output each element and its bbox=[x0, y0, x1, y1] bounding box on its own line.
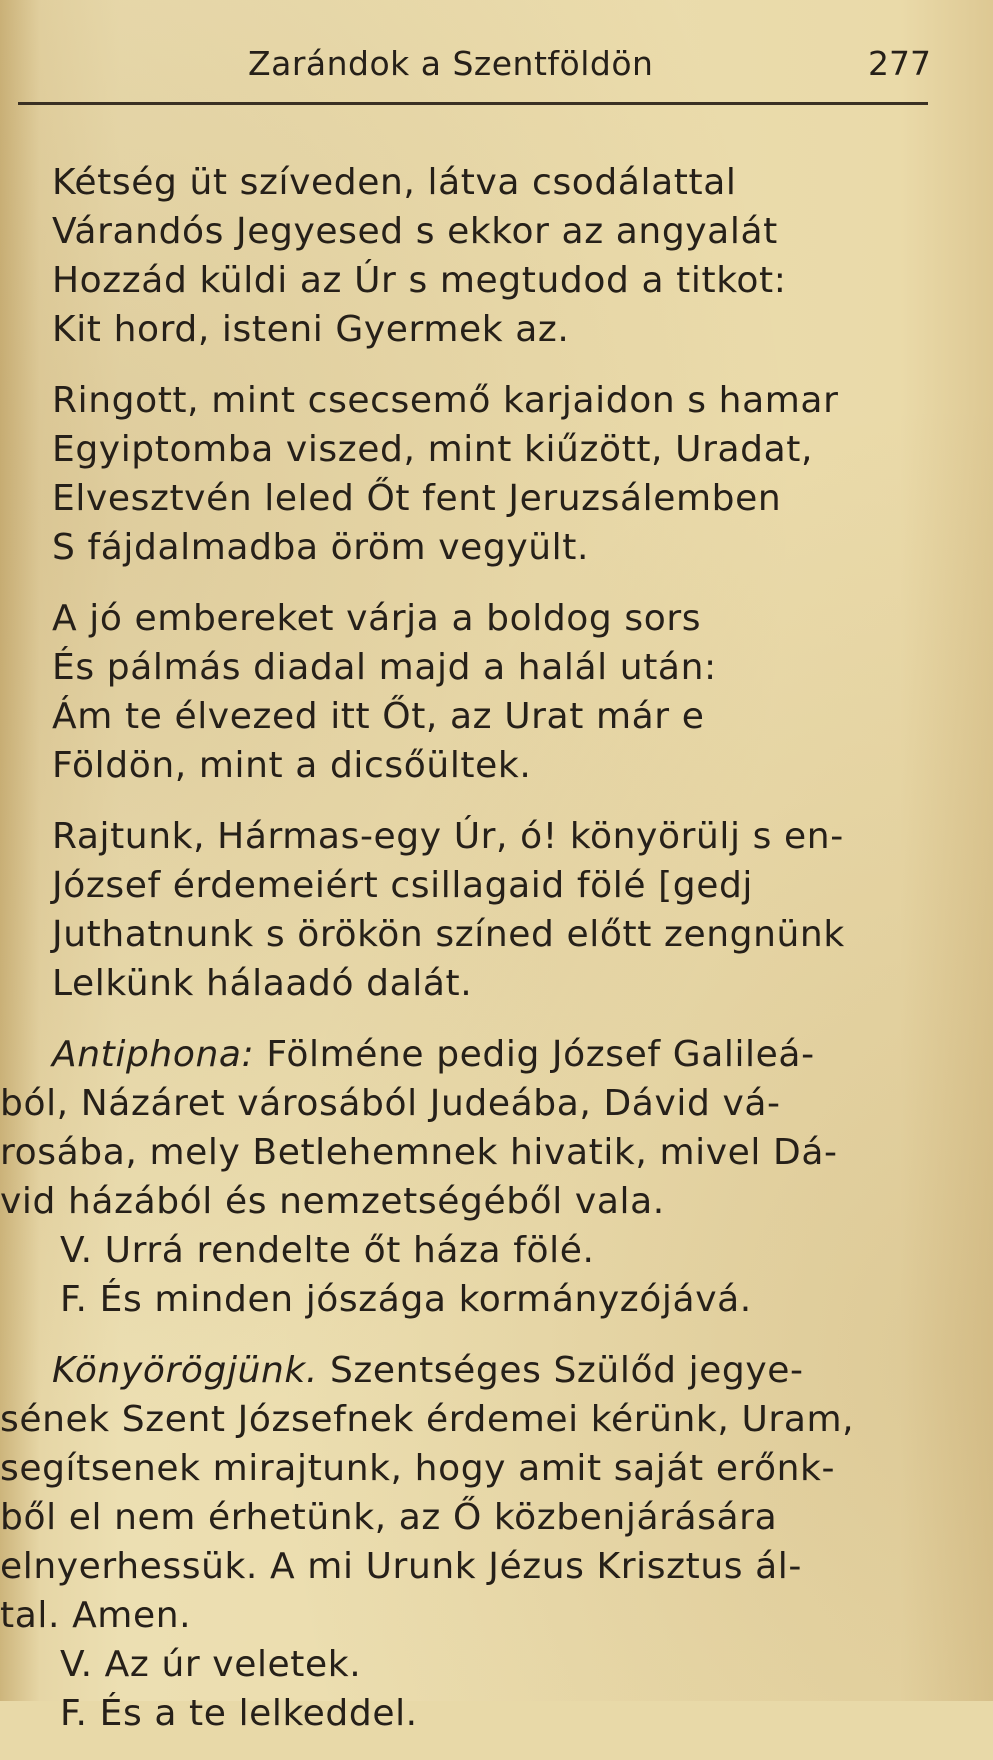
running-head bbox=[0, 44, 993, 94]
response-line: F. És a te lelkeddel. bbox=[60, 1693, 418, 1734]
verse-line: Egyiptomba viszed, mint kiűzött, Uradat, bbox=[52, 429, 813, 470]
antiphona-paragraph bbox=[0, 1030, 993, 1324]
versicle-line: V. Urrá rendelte őt háza fölé. bbox=[60, 1230, 595, 1271]
verse-line: Lelkünk hálaadó dalát. bbox=[52, 963, 473, 1004]
running-title: Zarándok a Szentföldön bbox=[248, 44, 654, 83]
antiphona-line: vid házából és nemzetségéből vala. bbox=[0, 1181, 665, 1222]
antiphona-line: ból, Názáret városából Judeába, Dávid vá- bbox=[0, 1083, 781, 1124]
page-number: 277 bbox=[868, 44, 931, 83]
antiphona-text: Fölméne pedig József Galileá- bbox=[266, 1034, 815, 1075]
verse-line: Rajtunk, Hármas-egy Úr, ó! könyörülj s en- bbox=[52, 816, 844, 857]
verse-line: Elvesztvén leled Őt fent Jeruzsálemben bbox=[52, 478, 782, 519]
verse-line: József érdemeiért csillagaid fölé [gedj bbox=[52, 865, 754, 906]
antiphona-first-line bbox=[0, 1030, 993, 1079]
hymn-stanza-3 bbox=[0, 594, 993, 790]
prayer-line: sének Szent Józsefnek érdemei kérünk, Uram, bbox=[0, 1399, 855, 1440]
verse-line: Várandós Jegyesed s ekkor az angyalát bbox=[52, 211, 778, 252]
verse-line: Hozzád küldi az Úr s megtudod a titkot: bbox=[52, 260, 787, 301]
prayer-line: elnyerhessük. A mi Urunk Jézus Krisztus ál- bbox=[0, 1546, 802, 1587]
antiphona-label: Antiphona: bbox=[52, 1034, 255, 1075]
hymn-stanza-4 bbox=[0, 812, 993, 1008]
verse-line: Ám te élvezed itt Őt, az Urat már e bbox=[52, 696, 705, 737]
versicle-line: V. Az úr veletek. bbox=[60, 1644, 362, 1685]
hymn-stanza-2 bbox=[0, 376, 993, 572]
prayer-line: segítsenek mirajtunk, hogy amit saját erőnk- bbox=[0, 1448, 836, 1489]
prayer-text: Szentséges Szülőd jegye- bbox=[329, 1350, 804, 1391]
prayer-paragraph bbox=[0, 1346, 993, 1738]
header-rule bbox=[18, 102, 928, 105]
verse-line: Kit hord, isteni Gyermek az. bbox=[52, 309, 570, 350]
hymn-stanza-1 bbox=[0, 158, 993, 354]
body-text bbox=[0, 158, 993, 1760]
antiphona-line: rosába, mely Betlehemnek hivatik, mivel Dá- bbox=[0, 1132, 838, 1173]
prayer-line: tal. Amen. bbox=[0, 1595, 192, 1636]
verse-line: Juthatnunk s örökön színed előtt zengnünk bbox=[52, 914, 845, 955]
verse-line: Kétség üt szíveden, látva csodálattal bbox=[52, 162, 737, 203]
prayer-first-line bbox=[0, 1346, 993, 1395]
response-line: F. És minden jószága kormányzójává. bbox=[60, 1279, 752, 1320]
prayer-line: ből el nem érhetünk, az Ő közbenjárására bbox=[0, 1497, 778, 1538]
verse-line: A jó embereket várja a boldog sors bbox=[52, 598, 702, 639]
verse-line: Földön, mint a dicsőültek. bbox=[52, 745, 532, 786]
verse-line: S fájdalmadba öröm vegyült. bbox=[52, 527, 590, 568]
verse-line: És pálmás diadal majd a halál után: bbox=[52, 647, 717, 688]
prayer-label: Könyörögjünk. bbox=[52, 1350, 318, 1391]
verse-line: Ringott, mint csecsemő karjaidon s hamar bbox=[52, 380, 839, 421]
